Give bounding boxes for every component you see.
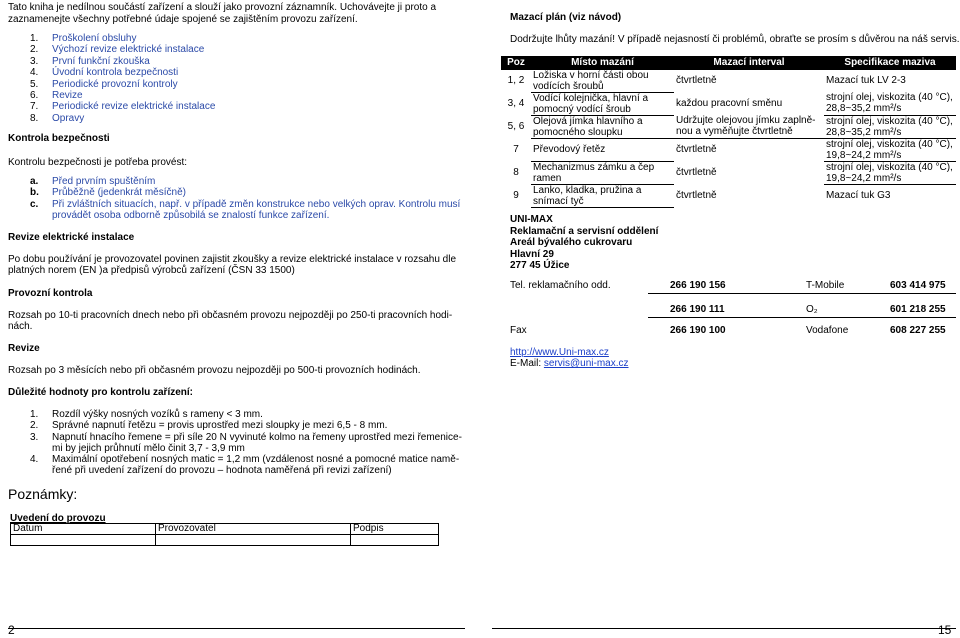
handover-col-operator: Provozovatel (156, 524, 351, 535)
table-row: 5, 6 Olejová jímka hlavního a pomocného sloupku Udržujte olejovou jímku zaplně- nou a vyměňujte čtvrtletně strojní olej, viskozita (40 °C), 28,8~35,2 mm²/s (501, 115, 956, 138)
notes-heading: Poznámky: (8, 486, 78, 502)
handover-heading: Uvedení do provozu (10, 513, 106, 524)
contact-number: 603 414 975 (890, 280, 946, 291)
toc-item: 5. Periodické provozní kontroly (30, 79, 178, 90)
toc-item: 7. Periodické revize elektrické instalace (30, 101, 216, 112)
plan-note: Dodržujte lhůty mazání! V případě nejasností či problémů, obraťte se prosím s důvěrou na náš servis. (510, 34, 960, 45)
value-item: 4. Maximální opotřebení nosných matic = 1,2 mm (vzdálenost nosné a pomocné matice namě- (30, 454, 460, 465)
footer-rule (8, 628, 465, 629)
toc-item: 1. Proškolení obsluhy (30, 33, 137, 44)
values-heading: Důležité hodnoty pro kontrolu zařízení: (8, 387, 193, 398)
safety-item-b: b. Průběžně (jedenkrát měsíčně) (30, 187, 186, 198)
col-spec: Specifikace maziva (824, 56, 956, 70)
intro-text (8, 2, 436, 25)
email-link[interactable]: servis@uni-max.cz (543, 358, 629, 369)
col-interval: Mazací interval (674, 56, 824, 70)
contact-number: 608 227 255 (890, 325, 946, 336)
contact-number: 601 218 255 (890, 304, 946, 315)
handover-cell[interactable] (156, 535, 351, 546)
footer-rule (492, 628, 956, 629)
table-row: 7 Převodový řetěz čtvrtletně strojní olej, viskozita (40 °C), 19,8~24,2 mm²/s (501, 138, 956, 161)
prov-heading: Provozní kontrola (8, 288, 93, 299)
col-poz: Poz (501, 56, 531, 70)
handover-cell[interactable] (11, 535, 156, 546)
contact-number: 266 190 111 (670, 304, 725, 315)
page-number: 2 (8, 623, 15, 637)
page-number: 15 (938, 623, 952, 637)
lubrication-table (501, 56, 956, 208)
toc-item: 4. Úvodní kontrola bezpečnosti (30, 67, 179, 78)
contact-label: Fax (510, 325, 527, 336)
safety-item-c-cont: provádět osoba odborně způsobilá se znalostí funkce zařízení. (52, 210, 330, 221)
table-row: 1, 2 Ložiska v horní části obou vodících šroubů čtvrtletně Mazací tuk LV 2-3 (507, 69, 906, 92)
contact-number: 266 190 100 (670, 325, 726, 336)
handover-col-signature: Podpis (351, 524, 439, 535)
handover-table (10, 523, 439, 546)
handover-cell[interactable] (351, 535, 439, 546)
handover-col-date: Datum (11, 524, 156, 535)
email-line: E-Mail: servis@uni-max.cz (510, 358, 629, 369)
intro-line: zaznamenejte všechny potřebné údaje spojené se zajištěním provozu zařízení. (8, 13, 358, 25)
value-item: 3. Napnutí hnacího řemene = při síle 20 N vyvinuté kolmo na řemeny uprostřed mezi řemenice- (30, 432, 462, 443)
company-address: UNI-MAX Reklamační a servisní oddělení Areál bývalého cukrovaru Hlavní 29 277 45 Úžice (510, 214, 659, 271)
toc-item: 3. První funkční zkouška (30, 56, 150, 67)
contact-label: Vodafone (806, 325, 849, 336)
revize-text: Rozsah po 3 měsících nebo při občasném provozu nejpozději po 500-ti provozních hodinách. (8, 365, 421, 376)
table-row: 3, 4 Vodící kolejnička, hlavní a pomocný vodící šroub každou pracovní směnu strojní olej, viskozita (40 °C), 28,8~35,2 mm²/s (501, 92, 956, 115)
toc-item: 2. Výchozí revize elektrické instalace (30, 44, 205, 55)
value-item-cont: mi by jejich průhnutí mělo činit 3,7 - 3,9 mm (52, 443, 245, 454)
contact-rule (648, 293, 956, 294)
value-item: 2. Správné napnutí řetězu = provis uprostřed mezi sloupky je mezi 6,5 - 8 mm. (30, 420, 388, 431)
rev-el-text: platných norem (EN )a předpisů výrobců zařízení (ČSN 33 1500) (8, 265, 295, 276)
safety-text: Kontrolu bezpečnosti je potřeba provést: (8, 157, 187, 168)
rev-el-text: Po dobu používání je provozovatel povinen zajistit zkoušky a revize elektrické instalace v rozsahu dle (8, 254, 457, 265)
prov-text: nách. (8, 321, 33, 332)
table-row: 9 Lanko, kladka, pružina a snímací tyč čtvrtletně Mazací tuk G3 (513, 184, 891, 207)
toc-item: 6. Revize (30, 90, 83, 101)
prov-text: Rozsah po 10-ti pracovních dnech nebo při občasném provozu nejpozději po 250-ti pracovních hodi- (8, 310, 453, 321)
intro-line: Tato kniha je nedílnou součástí zařízení a slouží jako provozní záznamník. Uchovávejte ji proto a (8, 2, 437, 13)
col-place: Místo mazání (531, 56, 674, 70)
value-item-cont: řené při uvedení zařízení do provozu – hodnota naměřená při revizi zařízení) (52, 465, 392, 476)
contact-rule (648, 317, 956, 318)
table-row: 8 Mechanizmus zámku a čep ramen čtvrtletně strojní olej, viskozita (40 °C), 19,8~24,2 mm²/s (501, 161, 956, 184)
web-link[interactable]: http://www.Uni-max.cz (510, 347, 609, 358)
safety-heading: Kontrola bezpečnosti (8, 133, 110, 144)
contact-label: O₂ (806, 304, 818, 315)
safety-item-c: c. Při zvláštních situacích, např. v případě změn konstrukce nebo velkých oprav. Kontrolu musí (30, 199, 461, 210)
plan-heading: Mazací plán (viz návod) (510, 12, 622, 23)
rev-el-heading: Revize elektrické instalace (8, 232, 135, 243)
revize-heading: Revize (8, 343, 40, 354)
toc-item: 8. Opravy (30, 113, 85, 124)
value-item: 1. Rozdíl výšky nosných vozíků s rameny < 3 mm. (30, 409, 263, 420)
contact-label: T-Mobile (806, 280, 845, 291)
safety-item-a: a. Před prvním spuštěním (30, 176, 156, 187)
contact-number: 266 190 156 (670, 280, 726, 291)
contact-label: Tel. reklamačního odd. (510, 280, 611, 291)
